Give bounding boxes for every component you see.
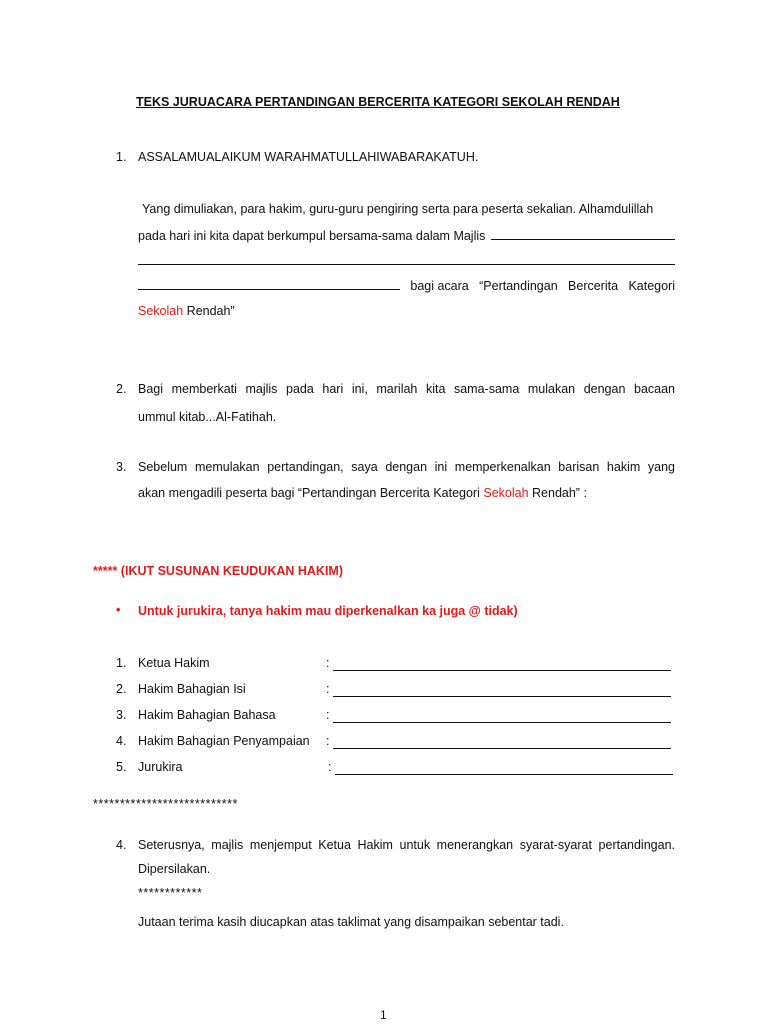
- item-3-line-2-start: akan mengadili peserta bagi “Pertandingan Bercerita Kategori: [138, 486, 484, 500]
- item-1-line-1: Yang dimuliakan, para hakim, guru-guru pengiring serta para peserta sekalian. Alhamdulillah: [142, 202, 654, 216]
- item-2-number: 2.: [116, 382, 127, 396]
- item-1-number: 1.: [116, 150, 127, 164]
- judge-3-number: 3.: [116, 708, 127, 722]
- bullet-text: Untuk jurukira, tanya hakim mau diperkenalkan ka juga @ tidak): [138, 604, 518, 618]
- item-2-line-2: ummul kitab...Al-Fatihah.: [138, 410, 277, 424]
- item-4-number: 4.: [116, 838, 127, 852]
- item-3-line-2: [138, 486, 587, 500]
- judge-1-blank: [333, 658, 671, 671]
- item-3-line-1: Sebelum memulakan pertandingan, saya dengan ini memperkenalkan barisan hakim yang: [138, 460, 675, 474]
- item-1-line-4-row: [138, 278, 675, 293]
- judge-2-number: 2.: [116, 682, 127, 696]
- document-title: TEKS JURUACARA PERTANDINGAN BERCERITA KATEGORI SEKOLAH RENDAH: [136, 95, 620, 109]
- majlis-blank-1: [491, 228, 675, 240]
- item-2-line-1: Bagi memberkati majlis pada hari ini, marilah kita sama-sama mulakan dengan bacaan: [138, 382, 675, 396]
- judge-4-label: Hakim Bahagian Penyampaian: [138, 734, 310, 748]
- judge-4-blank: [333, 736, 671, 749]
- separator-stars: ***************************: [93, 797, 238, 811]
- judge-5-colon: :: [328, 760, 332, 774]
- judge-4-colon: :: [326, 734, 330, 748]
- judge-1-colon: :: [326, 656, 330, 670]
- item-1-line-4b: “Pertandingan: [479, 279, 558, 293]
- judge-1-label: Ketua Hakim: [138, 656, 210, 670]
- judge-5-number: 5.: [116, 760, 127, 774]
- item-3-number: 3.: [116, 460, 127, 474]
- item-4-line-2: Dipersilakan.: [138, 862, 211, 876]
- item-4-line-4: Jutaan terima kasih diucapkan atas taklimat yang disampaikan sebentar tadi.: [138, 915, 564, 929]
- item-1-line-4c: Bercerita: [568, 279, 619, 293]
- item-1-line-5: [138, 304, 235, 318]
- judge-5-label: Jurukira: [138, 760, 183, 774]
- majlis-blank-3: [138, 278, 400, 290]
- item-3-line-2-end: Rendah” :: [528, 486, 587, 500]
- judge-2-label: Hakim Bahagian Isi: [138, 682, 246, 696]
- judge-1-number: 1.: [116, 656, 127, 670]
- judge-3-colon: :: [326, 708, 330, 722]
- judge-3-blank: [333, 710, 671, 723]
- sekolah-highlight-1: Sekolah: [138, 304, 184, 318]
- judge-5-blank: [335, 762, 673, 775]
- item-1-line-5-rest: Rendah”: [183, 304, 235, 318]
- item-1-greeting: ASSALAMUALAIKUM WARAHMATULLAHIWABARAKATUH.: [138, 150, 479, 164]
- sekolah-highlight-2: Sekolah: [483, 486, 529, 500]
- note-heading: ***** (IKUT SUSUNAN KEUDUKAN HAKIM): [93, 564, 344, 578]
- item-4-line-1: Seterusnya, majlis menjemput Ketua Hakim untuk menerangkan syarat-syarat pertandingan.: [138, 838, 675, 852]
- majlis-blank-2: [138, 252, 675, 265]
- judge-3-label: Hakim Bahagian Bahasa: [138, 708, 276, 722]
- item-1-line-2: pada hari ini kita dapat berkumpul bersama-sama dalam Majlis: [138, 229, 486, 243]
- judge-2-colon: :: [326, 682, 330, 696]
- judge-2-blank: [333, 684, 671, 697]
- item-1-line-4d: Kategori: [628, 279, 675, 293]
- bullet-icon: •: [116, 603, 121, 617]
- item-1-line-4a: bagi acara: [410, 279, 469, 293]
- page-number: 1: [380, 1008, 387, 1022]
- item-1-line-2-row: [138, 228, 675, 243]
- judge-4-number: 4.: [116, 734, 127, 748]
- item-4-stars: ************: [138, 886, 203, 900]
